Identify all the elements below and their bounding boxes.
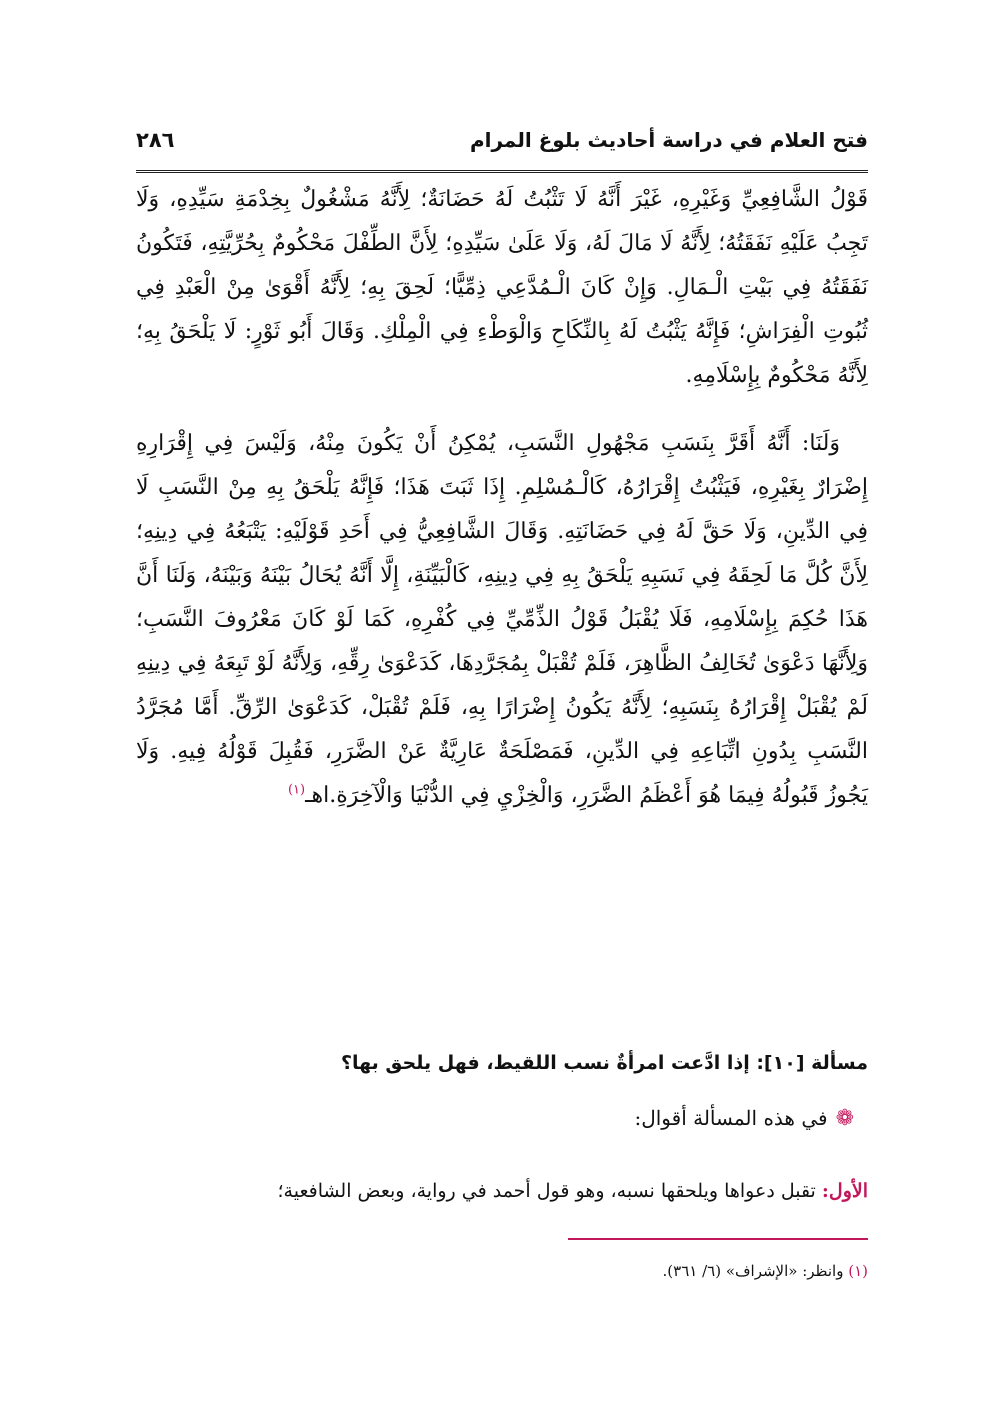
footnote-text: وانظر: «الإشراف» (٦/ ٣٦١).	[662, 1262, 849, 1280]
opinions-intro-text: في هذه المسألة أقوال:	[634, 1106, 828, 1130]
header-divider	[136, 170, 868, 173]
paragraph-2	[136, 422, 868, 818]
opinions-intro	[136, 1106, 854, 1131]
footnote-number: (١)	[848, 1262, 868, 1280]
issue-heading: مسألة [١٠]: إذا ادَّعت امرأةٌ نسب اللقيط، فهل يلحق بها؟	[340, 1052, 868, 1074]
paragraph-1: قَوْلُ الشَّافِعِيِّ وَغَيْرِهِ، غَيْرَ أَنَّهُ لَا تَثْبُتُ لَهُ حَضَانَةٌ؛ لِأَنَّهُ مَشْغُولٌ بِخِدْمَةِ سَيِّدِهِ، وَلَا تَجِبُ عَلَيْهِ نَفَقَتُهُ؛ لِأَنَّهُ لَا مَالَ لَهُ، وَلَا عَلَىٰ سَيِّدِهِ؛ لِأَنَّ الطِّفْلَ مَحْكُومٌ بِحُرِّيَّتِهِ، فَتَكُونُ نَفَقَتُهُ فِي بَيْتِ الْـمَالِ. وَإِنْ كَانَ الْـمُدَّعِي ذِمِّيًّا؛ لَحِقَ بِهِ؛ لِأَنَّهُ أَقْوَىٰ مِنْ الْعَبْدِ فِي ثُبُوتِ الْفِرَاشِ؛ فَإِنَّهُ يَثْبُتُ لَهُ بِالنِّكَاحِ وَالْوَطْءِ فِي الْمِلْكِ. وَقَالَ أَبُو ثَوْرٍ: لَا يَلْحَقُ بِهِ؛ لِأَنَّهُ مَحْكُومٌ بِإِسْلَامِهِ.	[136, 187, 868, 388]
ornament-icon: ❁	[835, 1106, 854, 1131]
page-number: ٢٨٦	[136, 128, 175, 152]
first-opinion-text: تقبل دعواها ويلحقها نسبه، وهو قول أحمد في رواية، وبعض الشافعية؛	[277, 1180, 822, 1202]
first-opinion	[136, 1180, 868, 1202]
main-text	[136, 178, 868, 818]
page-header	[136, 120, 868, 164]
footnote-reference[interactable]: (١)	[287, 782, 306, 798]
footnote-divider	[568, 1238, 868, 1240]
running-title: فتح العلام في دراسة أحاديث بلوغ المرام	[469, 128, 868, 152]
footnote	[136, 1262, 868, 1280]
first-opinion-label: الأول:	[821, 1180, 868, 1202]
paragraph-2-text: وَلَنَا: أَنَّهُ أَقَرَّ بِنَسَبِ مَجْهُولِ النَّسَبِ، يُمْكِنُ أَنْ يَكُونَ مِنْهُ، وَلَيْسَ فِي إِقْرَارِهِ إِضْرَارٌ بِغَيْرِهِ، فَيَثْبُتُ إِقْرَارُهُ، كَالْـمُسْلِمِ. إِذَا ثَبَتَ هَذَا؛ فَإِنَّهُ يَلْحَقُ بِهِ مِنْ النَّسَبِ لَا فِي الدِّينِ، وَلَا حَقَّ لَهُ فِي حَضَانَتِهِ. وَقَالَ الشَّافِعِيُّ فِي أَحَدِ قَوْلَيْهِ: يَتْبَعُهُ فِي دِينِهِ؛ لِأَنَّ كُلَّ مَا لَحِقَهُ فِي نَسَبِهِ يَلْحَقُ بِهِ فِي دِينِهِ، كَالْبَيِّنَةِ، إِلَّا أَنَّهُ يُحَالُ بَيْنَهُ وَبَيْنَهُ، وَلَنَا أَنَّ هَذَا حُكِمَ بِإِسْلَامِهِ، فَلَا يُقْبَلُ قَوْلُ الذِّمِّيِّ فِي كُفْرِهِ، كَمَا لَوْ كَانَ مَعْرُوفَ النَّسَبِ؛ وَلِأَنَّهَا دَعْوَىٰ تُخَالِفُ الظَّاهِرَ، فَلَمْ تُقْبَلْ بِمُجَرَّدِهَا، كَدَعْوَىٰ رِقِّهِ، وَلِأَنَّهُ لَوْ تَبِعَهُ فِي دِينِهِ لَمْ يُقْبَلْ إِقْرَارُهُ بِنَسَبِهِ؛ لِأَنَّهُ يَكُونُ إِضْرَارًا بِهِ، فَلَمْ تُقْبَلْ، كَدَعْوَىٰ الرِّقِّ. أَمَّا مُجَرَّدُ النَّسَبِ بِدُونِ اتِّبَاعِهِ فِي الدِّينِ، فَمَصْلَحَةٌ عَارِيَّةٌ عَنْ الضَّرَرِ، فَقُبِلَ قَوْلُهُ فِيهِ. وَلَا يَجُوزُ قَبُولُهُ فِيمَا هُوَ أَعْظَمُ الضَّرَرِ، وَالْخِزْيِ فِي الدُّنْيَا وَالْآخِرَةِ.اهـ	[136, 431, 868, 808]
